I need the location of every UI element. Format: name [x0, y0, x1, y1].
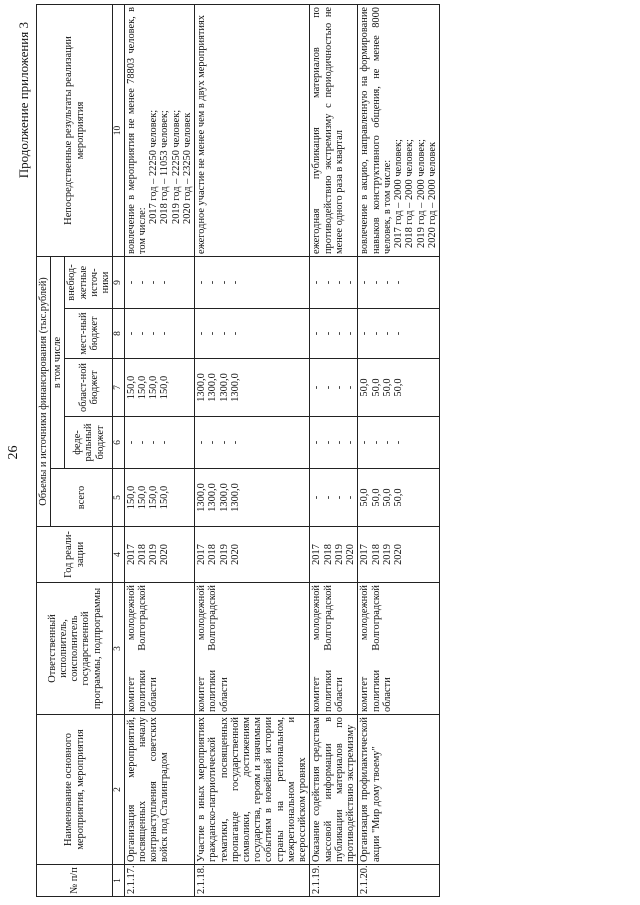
federal-amount: - - - - — [358, 417, 440, 469]
years: 2017 2018 2019 2020 — [310, 527, 358, 583]
federal-amount: - - - - — [310, 417, 358, 469]
executor: комитет молодежной политики Волгоградской области — [124, 583, 194, 715]
event-name: Организация мероприятий, посвященных началу контрнаступления советских войск под Сталинградом — [124, 715, 194, 865]
event-name: Организация профилактической акции "Мир дому твоему" — [358, 715, 440, 865]
years: 2017 2018 2019 2020 — [124, 527, 194, 583]
table-row — [124, 5, 194, 897]
event-name: Участие в иных мероприятиях гражданско-патриотической тематики, посвященных пропаганде государственной символики, достижениям государства, героям и значимым событиям в новейшей истории страны на региональном, межрегиональном и всероссийском уровнях — [195, 715, 310, 865]
total-amount: 1300,0 1300,0 1300,0 1300,0 — [195, 469, 310, 527]
years: 2017 2018 2019 2020 — [358, 527, 440, 583]
executor: комитет молодежной политики Волгоградской области — [358, 583, 440, 715]
col-number: 3 — [113, 583, 124, 715]
executor: комитет молодежной политики Волгоградской области — [195, 583, 310, 715]
result-cell — [358, 5, 440, 257]
local-amount: - - - - — [195, 309, 310, 359]
col-number: 6 — [113, 417, 124, 469]
row-number: 2.1.18. — [195, 865, 310, 897]
total-amount: 50,0 50,0 50,0 50,0 — [358, 469, 440, 527]
header-year: Год реали-зации — [37, 527, 113, 583]
header-total: всего — [51, 469, 113, 527]
extra-amount: - - - - — [358, 257, 440, 309]
regional-amount: 1300,0 1300,0 1300,0 1300,0 — [195, 359, 310, 417]
total-amount: 150,0 150,0 150,0 150,0 — [124, 469, 194, 527]
table-row — [195, 5, 310, 897]
regional-amount: 150,0 150,0 150,0 150,0 — [124, 359, 194, 417]
event-name: Оказание содействия средствам массовой информации в публикации материалов по противодействию экстремизму — [310, 715, 358, 865]
table-row — [310, 5, 358, 897]
table-row — [358, 5, 440, 897]
header-including: в том числе — [51, 257, 65, 469]
regional-amount: - - - - — [310, 359, 358, 417]
local-amount: - - - - — [358, 309, 440, 359]
col-number: 2 — [113, 715, 124, 865]
result-text: вовлечение в акцию, направленную на формирование навыков конструктивного общения, не менее 8000 человек, в том числе: — [359, 7, 393, 254]
regional-amount: 50,0 50,0 50,0 50,0 — [358, 359, 440, 417]
federal-amount: - - - - — [124, 417, 194, 469]
row-number: 2.1.19. — [310, 865, 358, 897]
result-cell — [310, 5, 358, 257]
local-amount: - - - - — [124, 309, 194, 359]
continuation-title: Продолжение приложения 3 — [16, 22, 31, 179]
header-executor: Ответственный исполнитель, соисполнитель государственной программы, подпрограммы — [37, 583, 113, 715]
column-numbers-row — [113, 5, 124, 897]
col-number: 10 — [113, 5, 124, 257]
result-cell — [124, 5, 194, 257]
header-local: мест-ный бюджет — [65, 309, 113, 359]
header-results: Непосредственные результаты реализации мероприятия — [37, 5, 113, 257]
row-number: 2.1.17. — [124, 865, 194, 897]
row-number: 2.1.20. — [358, 865, 440, 897]
header-federal: феде-ральный бюджет — [65, 417, 113, 469]
extra-amount: - - - - — [124, 257, 194, 309]
header-regional: област-ной бюджет — [65, 359, 113, 417]
extra-amount: - - - - — [310, 257, 358, 309]
col-number: 7 — [113, 359, 124, 417]
program-table — [36, 4, 440, 897]
total-amount: - - - - — [310, 469, 358, 527]
col-number: 8 — [113, 309, 124, 359]
result-text: ежегодная публикация материалов по противодействию экстремизму с периодичностью не менее одного раза в квартал — [311, 7, 345, 254]
result-text: ежегодное участие не менее чем в двух мероприятиях — [196, 15, 208, 254]
result-breakdown: 2017 год – 22250 человек; 2018 год – 11053 человек; 2019 год – 22250 человек; 2020 год – 23250 человек — [148, 109, 193, 224]
col-number: 1 — [113, 865, 124, 897]
header-extra: внебюд-жетные источ-ники — [65, 257, 113, 309]
federal-amount: - - - - — [195, 417, 310, 469]
local-amount: - - - - — [310, 309, 358, 359]
extra-amount: - - - - — [195, 257, 310, 309]
page-number: 26 — [6, 445, 21, 460]
result-breakdown: 2017 год – 2000 человек; 2018 год – 2000 человек; 2019 год – 2000 человек; 2020 год – 2000 человек — [393, 139, 438, 248]
header-funding: Объемы и источники финансирования (тыс.рублей) — [37, 257, 51, 527]
col-number: 5 — [113, 469, 124, 527]
col-number: 9 — [113, 257, 124, 309]
header-name: Наименование основного мероприятия, мероприятия — [37, 715, 113, 865]
header-no: № п/п — [37, 865, 113, 897]
result-cell — [195, 5, 310, 257]
years: 2017 2018 2019 2020 — [195, 527, 310, 583]
result-text: вовлечение в мероприятия не менее 78803 человек, в том числе: — [125, 7, 148, 254]
executor: комитет молодежной политики Волгоградской области — [310, 583, 358, 715]
col-number: 4 — [113, 527, 124, 583]
